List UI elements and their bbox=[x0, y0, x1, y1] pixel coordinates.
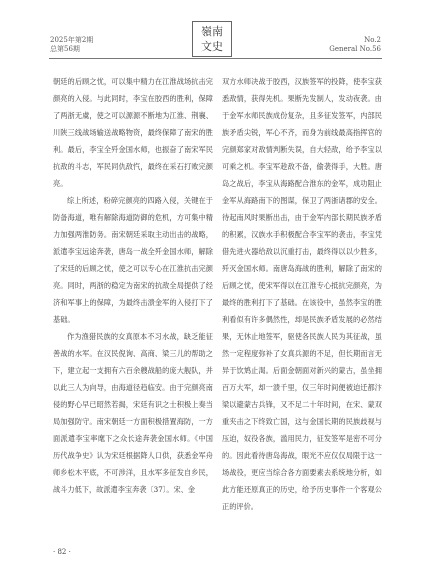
issue-info-cn bbox=[50, 36, 93, 54]
total-issue-en: General No.56 bbox=[329, 45, 381, 53]
paragraph: 双方水师决战于胶西，汉族签军的投降，使李宝获悉敌情，获得先机。果断先发制人，发动夜袭。由于金军水师民族成份复杂，且多征发签军，内部民族矛盾尖锐，军心不齐，而身为前线最高指挥官的完颜郑家对敌情判断失误，自大轻敌，给予李宝以可乘之机。李宝军趁敌不备，偷袭得手，大胜。唐岛之战后，李宝从海路配合淮东的金军，成功阻止金军从海路南下的图谋，保卫了两浙诸郡的安全。待起南风时果断出击，由于金军内部长期民族矛盾的积累，汉族水手积极配合李宝军的袭击，李宝凭借先进火器给敌以沉重打击，最终得以以少胜多，歼灭金国水师。南唐岛海战的胜利，解除了南宋的后顾之忧，使宋军得以在江淮专心抵抗完颜亮，为最终的胜利打下了基础。在该役中，虽然李宝的胜利看似有许多偶然性，却是民族矛盾发展的必然结果，无休止地签军，驱使各民族人民为其征战，虽然一定程度弥补了女真兵源的不足，但长期而言无异于饮鸩止渴。后面金朝面对新兴的蒙古，虽坐拥百万大军，却一溃千里，仅三年时间便被迫迁都汴梁以避蒙古兵锋，又不足二十年时间，在宋、蒙双重夹击之下终致亡国，这与金国长期的民族歧视与压迫，奴役各族，滥用民力，征发签军是密不可分的。因此看待唐岛海战，眼光不应仅仅局限于这一场战役，更应当综合各方面要素去系统地分析，如此方能还原真正的历史，给予历史事件一个客观公正的评价。 bbox=[222, 77, 382, 511]
journal-logo bbox=[192, 21, 232, 57]
paragraph: 朝廷的后顾之忧，可以集中精力在江淮战场抗击完颜亮的入侵。与此同时，李宝在胶西的胜利，保障了两浙无虞，使之可以源源不断地为江淮、荆襄、川陕三线战场输送战略物资，最终保障了南宋的胜利。最后，李宝全歼金国水师，也振奋了南宋军民抗敌的斗志，军民同仇敌忾，最终在采石打败完颜亮。 bbox=[53, 77, 213, 188]
total-issue-cn: 总第56期 bbox=[50, 45, 80, 53]
issue-number-en: No.2 bbox=[364, 36, 381, 44]
logo-line-1: 嶺南 bbox=[201, 25, 223, 38]
paragraph: 作为渔猎民族的女真原本不习水战，缺乏能征善战的水军。在汉民倪询、高商、梁三儿的帮助之下，建立起一支拥有六百余艘战船的庞大舰队，并以此三人为向导，由海道径趋临安。由于完颜亮南侵的野心早已昭然若揭，宋廷有识之士积极上奏当局加强防守。南宋朝廷一方面积极措置海防，一方面派遣李宝率麾下之众长途奔袭金国水师。《中国历代战争史》认为宋廷根据降人口供，获悉金军舟师乡松木平底，不可涉洋，且水军多征发自乡民，战斗力低下，故派遣李宝奔袭〔37〕。宋、金 bbox=[53, 332, 213, 494]
paragraph: 综上所述，粉碎完颜亮的四路入侵，关键在于防备海道，唯有解除海道防御的危机，方可集中精力加强两淮防务。南宋朝廷采取主动出击的战略，派遣李宝远途奔袭，唐岛一战全歼金国水师，解除了宋廷的后顾之忧，使之可以专心在江淮抗击完颜亮。同时，两浙的稳定为南宋的抗敌全局提供了经济和军事上的保障，为最终击溃金军的入侵打下了基础。 bbox=[53, 196, 213, 324]
left-text-column bbox=[53, 73, 213, 498]
page-number: · 82 · bbox=[53, 548, 71, 556]
logo-line-2: 文史 bbox=[201, 40, 223, 53]
right-text-column bbox=[222, 73, 382, 515]
issue-number-cn: 2025年第2期 bbox=[50, 36, 94, 44]
header-divider bbox=[49, 58, 382, 59]
issue-info-en bbox=[329, 36, 381, 54]
